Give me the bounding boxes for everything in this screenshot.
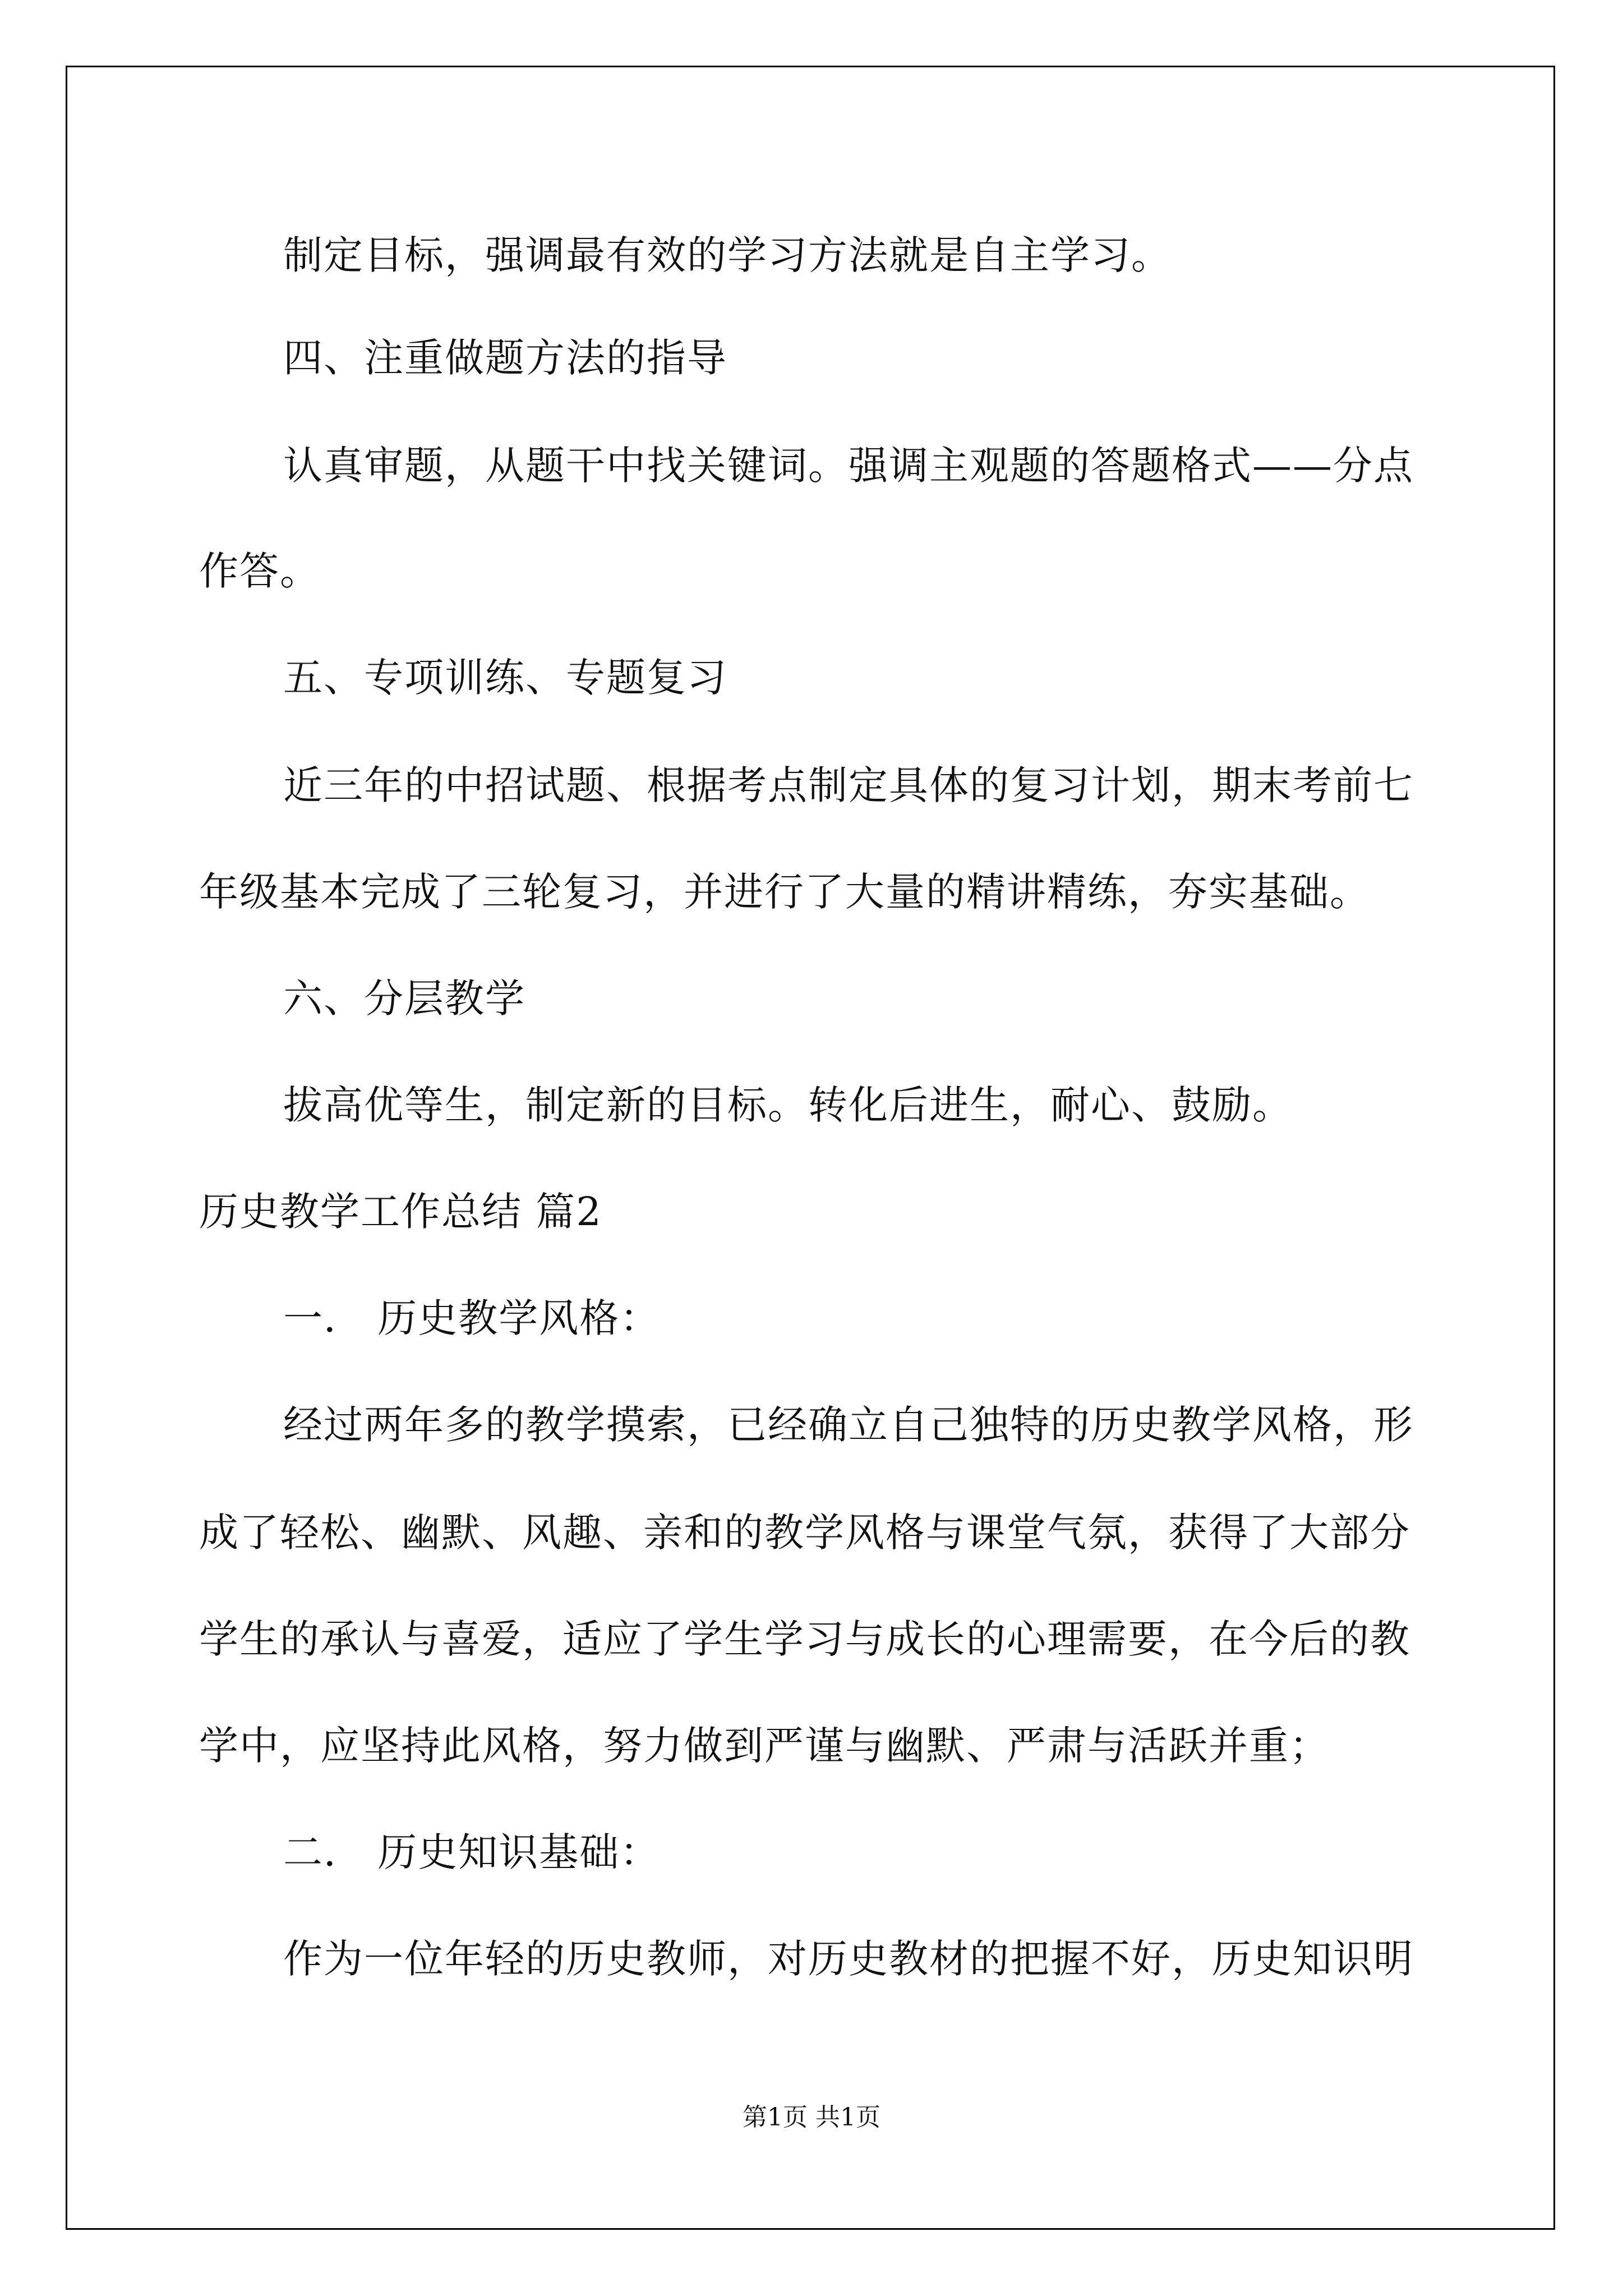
page-footer: 第1页 共1页 [743, 2103, 880, 2132]
paragraph-line: 拔高优等生，制定新的目标。转化后进生，耐心、鼓励。 [283, 1082, 1293, 1128]
paragraph-line: 近三年的中招试题、根据考点制定具体的复习计划，期末考前七 [283, 762, 1414, 808]
section-heading: 四、注重做题方法的指导 [283, 335, 727, 381]
section-heading: 五、专项训练、专题复习 [283, 655, 727, 701]
paragraph-line: 认真审题，从题干中找关键词。强调主观题的答题格式——分点 [283, 443, 1414, 489]
page-border [66, 66, 1555, 2230]
paragraph-line: 作为一位年轻的历史教师，对历史教材的把握不好，历史知识明 [283, 1936, 1414, 1982]
paragraph-line: 学中，应坚持此风格，努力做到严谨与幽默、严肃与活跃并重； [199, 1723, 1330, 1769]
paragraph-line: 经过两年多的教学摸索，已经确立自己独特的历史教学风格，形 [283, 1402, 1414, 1448]
paragraph-line: 成了轻松、幽默、风趣、亲和的教学风格与课堂气氛，获得了大部分 [199, 1510, 1410, 1556]
paragraph-line: 作答。 [199, 548, 320, 594]
article-title: 历史教学工作总结 篇2 [199, 1189, 602, 1235]
section-heading: 六、分层教学 [283, 976, 525, 1022]
section-heading: 一． 历史教学风格： [283, 1295, 661, 1341]
paragraph-line: 年级基本完成了三轮复习，并进行了大量的精讲精练，夯实基础。 [199, 869, 1370, 915]
paragraph-line: 制定目标，强调最有效的学习方法就是自主学习。 [283, 232, 1172, 278]
paragraph-line: 学生的承认与喜爱，适应了学生学习与成长的心理需要，在今后的教 [199, 1616, 1410, 1662]
section-heading: 二． 历史知识基础： [283, 1829, 661, 1875]
